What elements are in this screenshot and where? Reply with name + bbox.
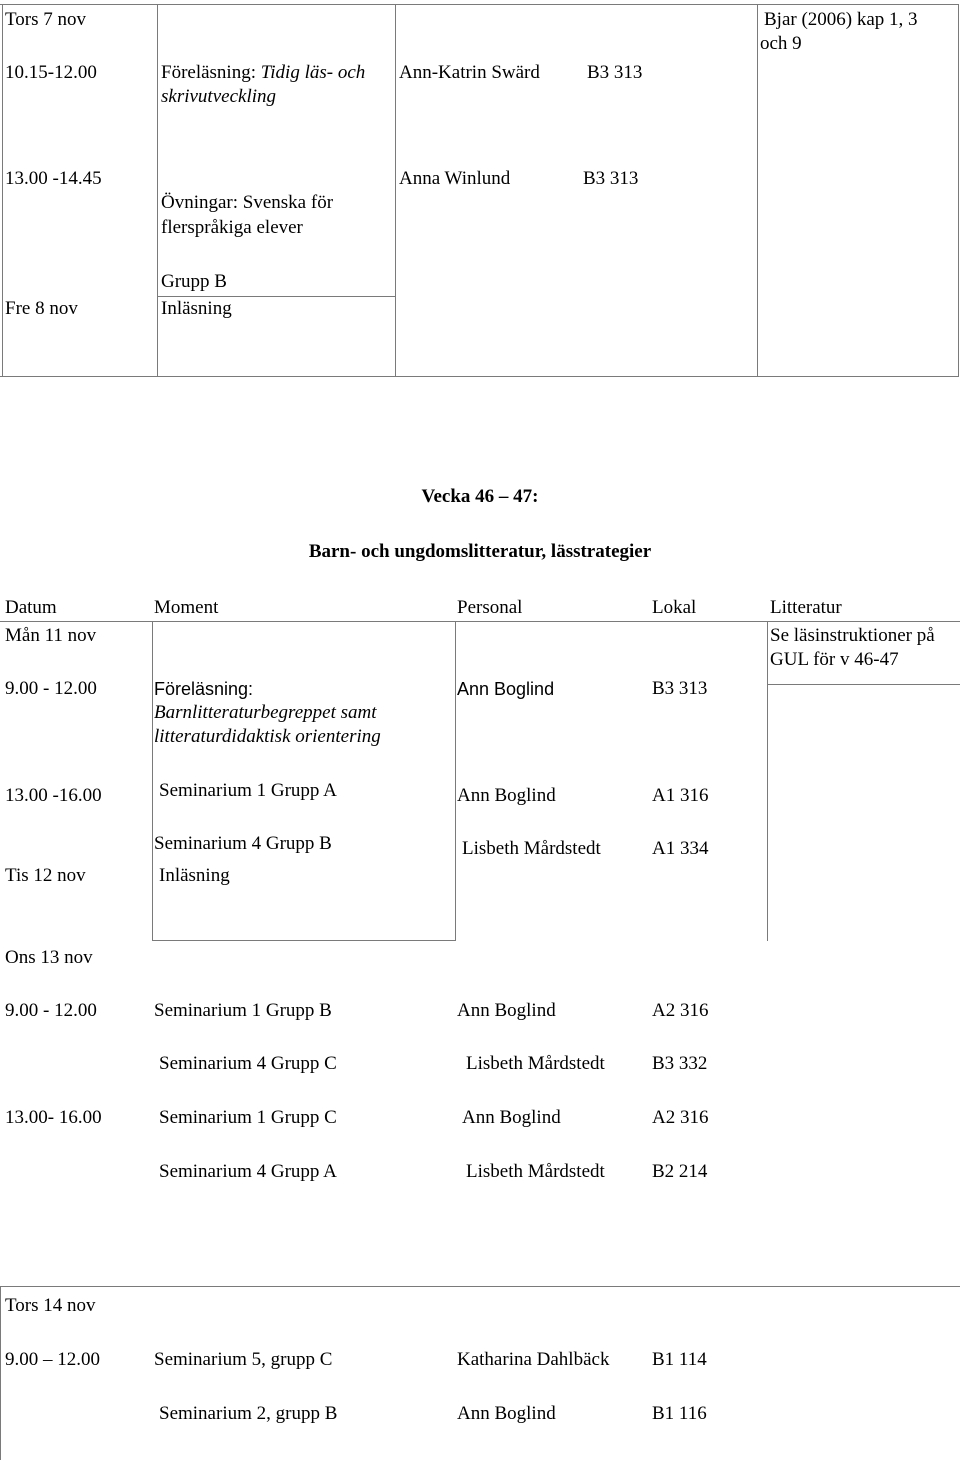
man11-literature-line-2: GUL för v 46-47: [770, 649, 899, 670]
man11-moment-1-prefix: Föreläsning:: [154, 679, 254, 699]
header-litteratur: Litteratur: [770, 597, 842, 618]
tors14-person-1: Katharina Dahlbäck: [457, 1349, 610, 1370]
tors7-person-1: Ann-Katrin Swärd: [399, 62, 540, 83]
man11-time-2: 13.00 -16.00: [5, 785, 102, 806]
tors7-moment-1: [161, 61, 365, 85]
ons13-room-2: B3 332: [652, 1053, 708, 1074]
man11-moment-2: Seminarium 1 Grupp A: [159, 780, 337, 801]
fre8-moment: Inläsning: [161, 298, 232, 319]
ons13-person-4: Lisbeth Mårdstedt: [466, 1161, 605, 1182]
tors7-moment-1-italic-b: skrivutveckling: [161, 86, 277, 107]
ons13-person-3: Ann Boglind: [462, 1107, 561, 1128]
header-moment: Moment: [154, 597, 219, 618]
man11-room-1: B3 313: [652, 678, 708, 699]
header-personal: Personal: [457, 597, 523, 618]
man11-person-1: Ann Boglind: [457, 679, 555, 699]
man11-time-1: 9.00 - 12.00: [5, 678, 97, 699]
ons13-time-2: 13.00- 16.00: [5, 1107, 102, 1128]
section-subtitle: Barn- och ungdomslitteratur, lässtrategier: [308, 541, 652, 562]
tors14-room-1: B1 114: [652, 1349, 707, 1370]
man11-moment-1-italic-a: Barnlitteraturbegreppet samt: [154, 702, 377, 723]
tors14-room-2: B1 116: [652, 1403, 707, 1424]
tors7-moment-2-line-2: flerspråkiga elever: [161, 217, 303, 238]
ons13-moment-2: Seminarium 4 Grupp C: [159, 1053, 337, 1074]
ons13-moment-4: Seminarium 4 Grupp A: [159, 1161, 337, 1182]
tors7-room-1: B3 313: [587, 62, 643, 83]
header-datum: Datum: [5, 597, 57, 618]
tors14-time-1: 9.00 – 12.00: [5, 1349, 100, 1370]
fre8-date: Fre 8 nov: [5, 298, 78, 319]
ons13-moment-1: Seminarium 1 Grupp B: [154, 1000, 332, 1021]
ons13-person-1: Ann Boglind: [457, 1000, 556, 1021]
tors7-literature-line-1: Bjar (2006) kap 1, 3: [764, 9, 918, 30]
ons13-moment-3: Seminarium 1 Grupp C: [159, 1107, 337, 1128]
man11-person-3: Lisbeth Mårdstedt: [462, 838, 601, 859]
ons13-room-4: B2 214: [652, 1161, 708, 1182]
header-lokal: Lokal: [652, 597, 697, 618]
tis12-moment: Inläsning: [159, 865, 230, 886]
man11-date: Mån 11 nov: [5, 625, 97, 646]
tors7-date: Tors 7 nov: [5, 9, 87, 30]
man11-person-2: Ann Boglind: [457, 785, 556, 806]
tis12-date: Tis 12 nov: [5, 865, 86, 886]
man11-moment-1-italic-b: litteraturdidaktisk orientering: [154, 726, 381, 747]
tors14-moment-1: Seminarium 5, grupp C: [154, 1349, 333, 1370]
ons13-person-2: Lisbeth Mårdstedt: [466, 1053, 605, 1074]
tors7-moment-1-italic-a: Tidig läs- och: [260, 62, 366, 83]
ons13-room-3: A2 316: [652, 1107, 709, 1128]
tors7-moment-1-prefix: Föreläsning:: [161, 62, 261, 83]
section-title: Vecka 46 – 47:: [421, 486, 539, 507]
man11-room-3: A1 334: [652, 838, 709, 859]
tors14-person-2: Ann Boglind: [457, 1403, 556, 1424]
tors7-moment-2-line-3: Grupp B: [161, 271, 227, 292]
man11-room-2: A1 316: [652, 785, 709, 806]
tors7-person-2: Anna Winlund: [399, 168, 511, 189]
tors7-literature-line-2: och 9: [760, 33, 802, 54]
tors14-date: Tors 14 nov: [5, 1295, 96, 1316]
man11-moment-3: Seminarium 4 Grupp B: [154, 833, 332, 854]
tors7-time-1: 10.15-12.00: [5, 62, 97, 83]
tors7-moment-2-line-1: Övningar: Svenska för: [161, 192, 334, 213]
tors14-moment-2: Seminarium 2, grupp B: [159, 1403, 338, 1424]
ons13-room-1: A2 316: [652, 1000, 709, 1021]
ons13-time-1: 9.00 - 12.00: [5, 1000, 97, 1021]
ons13-date: Ons 13 nov: [5, 947, 93, 968]
tors7-time-2: 13.00 -14.45: [5, 168, 102, 189]
tors7-room-2: B3 313: [583, 168, 639, 189]
man11-literature-line-1: Se läsinstruktioner på: [770, 625, 935, 646]
